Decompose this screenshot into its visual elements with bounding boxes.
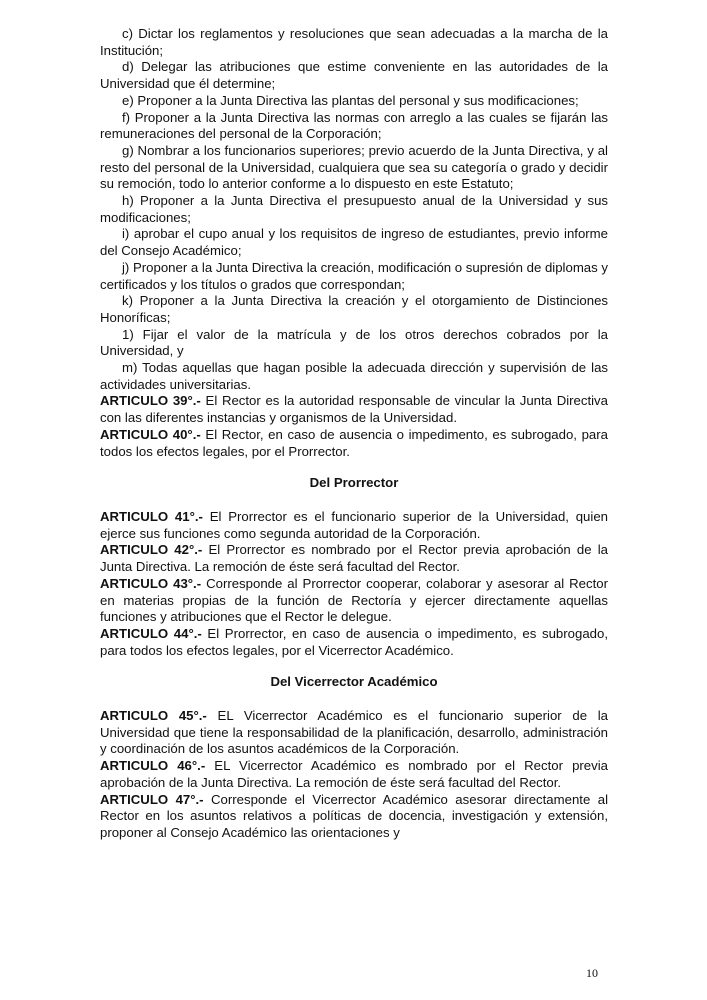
article-41-label: ARTICULO 41°.- [100, 508, 203, 524]
list-item-g: g) Nombrar a los funcionarios superiores; previo acuerdo de la Junta Directiva, y al resto del personal de la Universidad, cualquiera que sea su categoría o grado y decidir su remoción, todo lo anterior conforme a lo dispuesto en este Estatuto; [100, 142, 608, 192]
article-44-text: El Prorrector, en caso de ausencia o impedimento, es subrogado, para todos los efectos legales, por el Vicerrector Académico. [100, 625, 608, 658]
list-item-i: i) aprobar el cupo anual y los requisitos de ingreso de estudiantes, previo informe del Consejo Académico; [100, 226, 608, 259]
list-item-h: h) Proponer a la Junta Directiva el presupuesto anual de la Universidad y sus modificaciones; [100, 193, 608, 225]
article-46 [100, 758, 608, 791]
article-43-text: Corresponde al Prorrector cooperar, colaborar y asesorar al Rector en materias propias de la función de Rectoría y ejercer directamente aquellas funciones y atribuciones que el Rector le delegue. [100, 575, 608, 625]
article-40-label: ARTICULO 40°.- [100, 426, 201, 442]
list-item-d: d) Delegar las atribuciones que estime conveniente en las autoridades de la Universidad que él determine; [100, 59, 608, 92]
article-41 [100, 509, 608, 542]
article-40 [100, 427, 608, 460]
list-item-m: m) Todas aquellas que hagan posible la adecuada dirección y supervisión de las actividades universitarias. [100, 360, 608, 392]
article-47-label: ARTICULO 47°.- [100, 791, 204, 807]
section-heading-vicerrector: Del Vicerrector Académico [270, 674, 438, 690]
list-item-f: f) Proponer a la Junta Directiva las normas con arreglo a las cuales se fijarán las remuneraciones del personal de la Corporación; [100, 109, 608, 142]
article-43 [100, 576, 608, 626]
article-40-text: El Rector, en caso de ausencia o impedimento, es subrogado, para todos los efectos legales, por el Prorrector. [100, 426, 608, 459]
article-45-text: EL Vicerrector Académico es el funcionario superior de la Universidad que tiene la responsabilidad de la planificación, desarrollo, administración y coordinación de los asuntos académicos de la Corporación. [100, 708, 609, 757]
article-42 [100, 542, 608, 575]
list-item-j: j) Proponer a la Junta Directiva la creación, modificación o supresión de diplomas y certificados y los títulos o grados que correspondan; [100, 259, 608, 292]
article-41-text: El Prorrector es el funcionario superior de la Universidad, quien ejerce sus funciones como segunda autoridad de la Corporación. [100, 508, 608, 541]
document-page [100, 26, 608, 842]
article-44-label: ARTICULO 44°.- [100, 625, 202, 641]
article-45 [100, 708, 608, 758]
article-44 [100, 626, 608, 659]
list-item-c: c) Dictar los reglamentos y resoluciones que sean adecuadas a la marcha de la Institución; [100, 26, 608, 58]
list-item-e: e) Proponer a la Junta Directiva las plantas del personal y sus modificaciones; [122, 92, 579, 108]
article-39-text: El Rector es la autoridad responsable de vincular la Junta Directiva con las diferentes instancias y organismos de la Universidad. [100, 393, 608, 426]
article-46-text: EL Vicerrector Académico es nombrado por el Rector previa aprobación de la Junta Directiva. La remoción de éste será facultad del Rector. [100, 758, 608, 790]
article-46-label: ARTICULO 46°.- [100, 758, 206, 774]
article-43-label: ARTICULO 43°.- [100, 575, 202, 591]
article-42-text: El Prorrector es nombrado por el Rector previa aprobación de la Junta Directiva. La remoción de éste será facultad del Rector. [100, 542, 609, 575]
article-42-label: ARTICULO 42°.- [100, 542, 203, 558]
section-heading-prorrector: Del Prorrector [309, 475, 399, 491]
list-item-l: 1) Fijar el valor de la matrícula y de los otros derechos cobrados por la Universidad, y [100, 326, 608, 359]
page-number: 10 [586, 966, 598, 980]
article-47 [100, 792, 608, 842]
article-45-label: ARTICULO 45°.- [100, 708, 207, 724]
article-39-label: ARTICULO 39°.- [100, 393, 201, 409]
list-item-k: k) Proponer a la Junta Directiva la creación y el otorgamiento de Distinciones Honoríficas; [100, 293, 608, 325]
article-47-text: Corresponde el Vicerrector Académico asesorar directamente al Rector en los asuntos relativos a políticas de docencia, investigación y extensión, proponer al Consejo Académico las orientaciones y [100, 791, 609, 840]
article-39 [100, 393, 608, 426]
